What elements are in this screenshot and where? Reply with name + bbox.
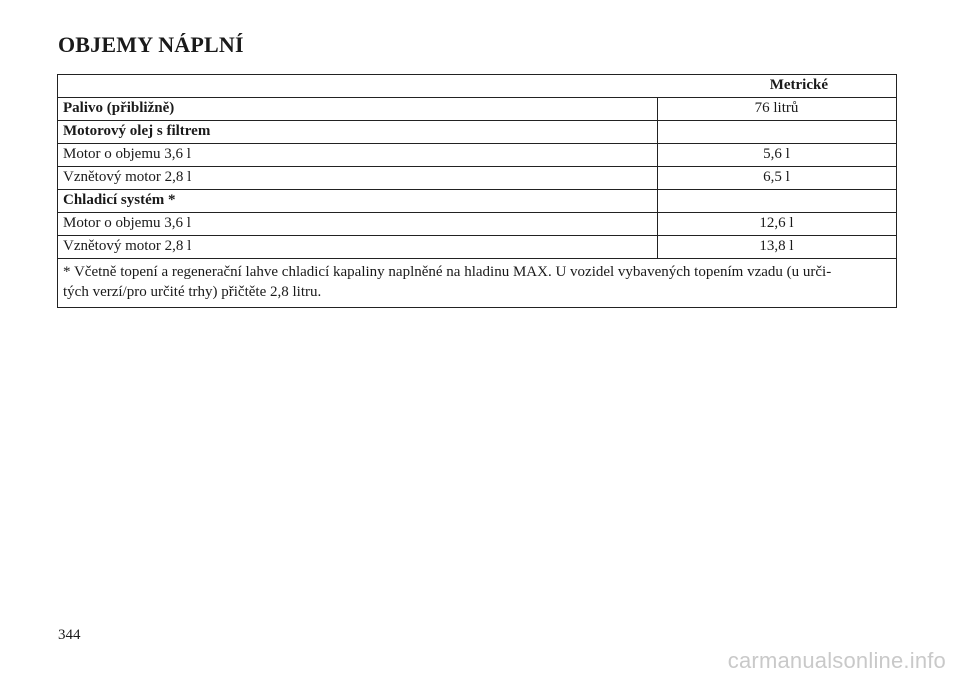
page-title: OBJEMY NÁPLNÍ <box>58 32 244 57</box>
row-value: 13,8 l <box>658 236 897 259</box>
table-row <box>58 213 897 236</box>
table-row-fuel <box>58 98 897 121</box>
footnote-line-2: tých verzí/pro určité trhy) přičtěte 2,8 litru. <box>63 284 322 300</box>
table-row-engine-oil-section <box>58 121 897 144</box>
table-header-row <box>58 75 897 98</box>
row-label: Vznětový motor 2,8 l <box>58 236 658 259</box>
section-label: Chladicí systém * <box>58 190 658 213</box>
footnote-cell <box>58 259 897 308</box>
row-label: Motor o objemu 3,6 l <box>58 213 658 236</box>
table-row <box>58 167 897 190</box>
footnote-row <box>58 259 897 308</box>
row-value: 6,5 l <box>658 167 897 190</box>
table-row <box>58 236 897 259</box>
row-value: 12,6 l <box>658 213 897 236</box>
row-label: Palivo (přibližně) <box>58 98 658 121</box>
section-label: Motorový olej s filtrem <box>58 121 658 144</box>
table-row <box>58 144 897 167</box>
row-label: Motor o objemu 3,6 l <box>58 144 658 167</box>
footnote-line-1: * Včetně topení a regenerační lahve chladicí kapaliny naplněné na hladinu MAX. U vozidel vybavených topením vzadu (u urči- <box>63 264 832 280</box>
fluid-capacities-table <box>57 74 897 308</box>
page-number: 344 <box>58 627 81 643</box>
row-value <box>658 121 897 144</box>
row-label: Vznětový motor 2,8 l <box>58 167 658 190</box>
table-row-cooling-section <box>58 190 897 213</box>
row-value <box>658 190 897 213</box>
metric-column-header: Metrické <box>58 75 897 98</box>
watermark-text: carmanualsonline.info <box>727 648 946 673</box>
row-value: 5,6 l <box>658 144 897 167</box>
row-value: 76 litrů <box>658 98 897 121</box>
